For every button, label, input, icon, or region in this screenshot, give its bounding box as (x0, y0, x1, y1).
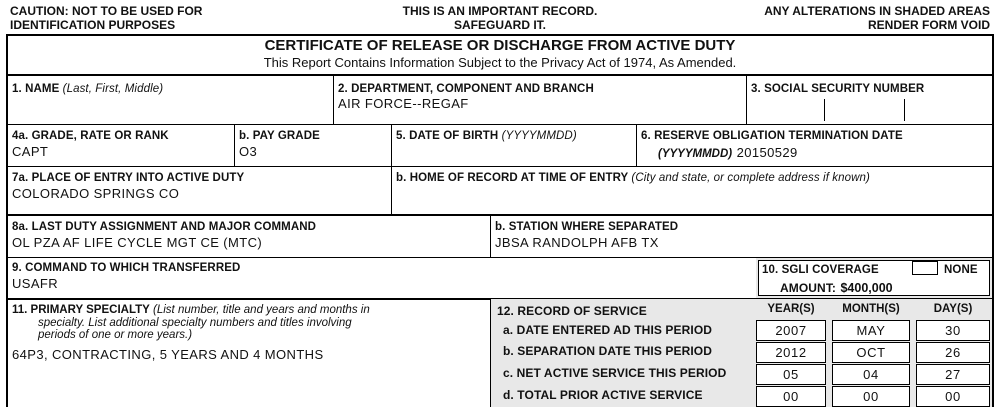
service-row-days: 00 (916, 386, 990, 407)
service-row-years: 2012 (756, 342, 826, 363)
reserve-date-hint: (YYYYMMDD) (658, 148, 733, 160)
service-row-years: 00 (756, 386, 826, 407)
service-row-label: c. NET ACTIVE SERVICE THIS PERIOD (503, 366, 727, 380)
grade-label: 4a. GRADE, RATE OR RANK (12, 130, 169, 142)
sgli-none-checkbox[interactable] (912, 261, 938, 275)
department-value: AIR FORCE--REGAF (338, 96, 469, 111)
last-duty-value: OL PZA AF LIFE CYCLE MGT CE (MTC) (12, 235, 263, 250)
sgli-amount (780, 279, 893, 297)
last-duty-label: 8a. LAST DUTY ASSIGNMENT AND MAJOR COMMAND (12, 221, 317, 233)
place-of-entry-label: 7a. PLACE OF ENTRY INTO ACTIVE DUTY (12, 172, 245, 184)
caution-notice: CAUTION: NOT TO BE USED FOR IDENTIFICATION PURPOSES (10, 4, 203, 32)
form-title-block (8, 37, 992, 70)
important-record-notice: THIS IS AN IMPORTANT RECORD. SAFEGUARD IT. (402, 4, 598, 32)
reserve-date-label: 6. RESERVE OBLIGATION TERMINATION DATE (641, 130, 903, 142)
alterations-notice: ANY ALTERATIONS IN SHADED AREAS RENDER FORM VOID (764, 4, 990, 32)
dob-label: 5. DATE OF BIRTH (YYYYMMDD) (396, 130, 577, 142)
ssn-separator (904, 99, 905, 121)
form-title: CERTIFICATE OF RELEASE OR DISCHARGE FROM ACTIVE DUTY (264, 37, 736, 54)
service-row-months: 00 (832, 386, 910, 407)
sgli-none-label: NONE (944, 264, 978, 276)
service-row-months: OCT (832, 342, 910, 363)
service-row-months: 04 (832, 364, 910, 385)
reserve-date-value: 20150529 (736, 145, 798, 160)
department-label: 2. DEPARTMENT, COMPONENT AND BRANCH (338, 83, 594, 95)
sgli-amount-value: $400,000 (840, 281, 893, 295)
service-row-label: a. DATE ENTERED AD THIS PERIOD (503, 323, 713, 337)
sgli-label: 10. SGLI COVERAGE (762, 264, 879, 276)
place-of-entry-value: COLORADO SPRINGS CO (12, 186, 180, 201)
service-row-years: 2007 (756, 320, 826, 341)
station-label: b. STATION WHERE SEPARATED (495, 221, 679, 233)
primary-specialty-value: 64P3, CONTRACTING, 5 YEARS AND 4 MONTHS (12, 347, 324, 362)
service-row-days: 27 (916, 364, 990, 385)
service-row-label: d. TOTAL PRIOR ACTIVE SERVICE (503, 388, 703, 402)
primary-specialty-label: 11. PRIMARY SPECIALTY (List number, title and years and months in specialty. List additional specialty numbers and titles involving periods of one or more years.) (12, 304, 370, 341)
service-row-years: 05 (756, 364, 826, 385)
command-label: 9. COMMAND TO WHICH TRANSFERRED (12, 262, 241, 274)
pay-grade-value: O3 (239, 144, 258, 159)
pay-grade-label: b. PAY GRADE (239, 130, 320, 142)
station-value: JBSA RANDOLPH AFB TX (495, 235, 659, 250)
name-label: 1. NAME (Last, First, Middle) (12, 83, 164, 95)
col-header-days: DAY(S) (933, 303, 973, 315)
service-row-months: MAY (832, 320, 910, 341)
service-row-label: b. SEPARATION DATE THIS PERIOD (503, 344, 713, 358)
ssn-label: 3. SOCIAL SECURITY NUMBER (751, 83, 925, 95)
form-subtitle: This Report Contains Information Subject to the Privacy Act of 1974, As Amended. (263, 55, 737, 70)
record-of-service-title: 12. RECORD OF SERVICE (497, 304, 647, 318)
col-header-years: YEAR(S) (767, 303, 815, 315)
service-row-days: 30 (916, 320, 990, 341)
col-header-months: MONTH(S) (842, 303, 900, 315)
reserve-date-line (658, 144, 798, 162)
command-value: USAFR (12, 276, 59, 291)
service-row-days: 26 (916, 342, 990, 363)
home-of-record-label: b. HOME OF RECORD AT TIME OF ENTRY (City and state, or complete address if known) (396, 172, 870, 184)
sgli-amount-label: AMOUNT: (780, 281, 837, 295)
ssn-separator (824, 99, 825, 121)
grade-value: CAPT (12, 144, 49, 159)
